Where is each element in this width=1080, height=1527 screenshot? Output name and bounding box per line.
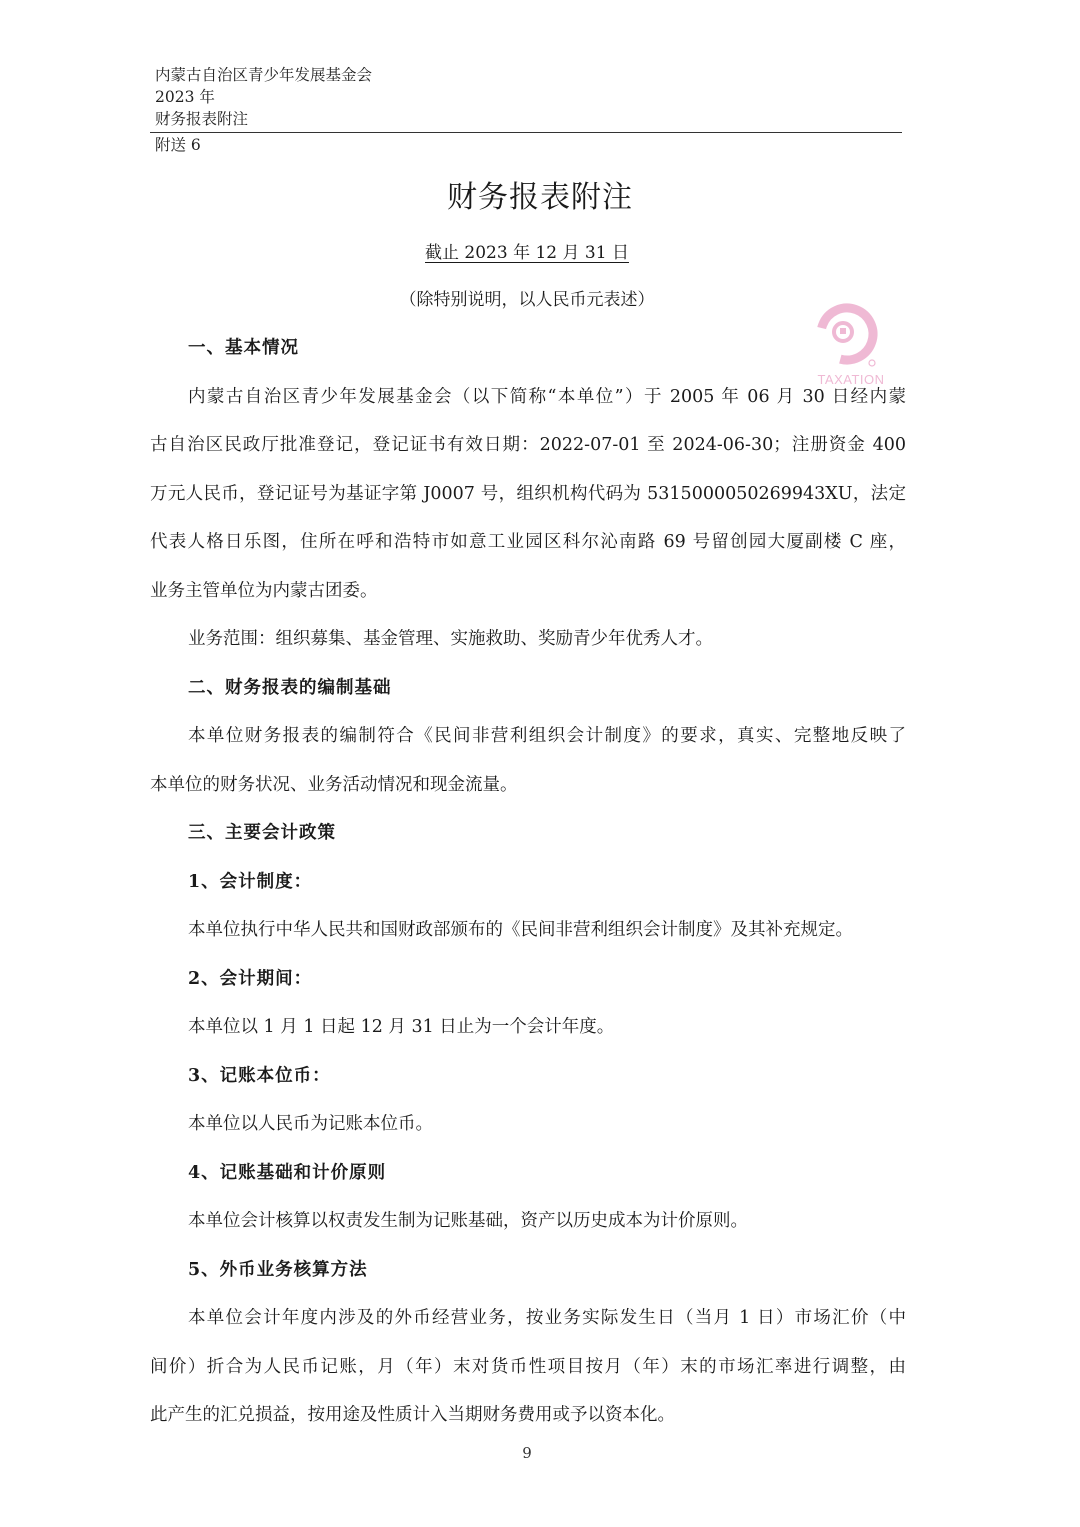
paragraph-line: 间价）折合为人民币记账，月（年）末对货币性项目按月（年）末的市场汇率进行调整，由 — [150, 1356, 906, 1377]
subsection-heading: 4、记账基础和计价原则 — [188, 1162, 387, 1183]
paragraph-line: 代表人格日乐图，住所在呼和浩特市如意工业园区科尔沁南路 69 号留创园大厦副楼 C 座， — [150, 532, 906, 552]
subsection-heading: 1、会计制度： — [188, 871, 313, 892]
header-doc-name: 财务报表附注 — [155, 110, 249, 128]
subsection-heading: 5、外币业务核算方法 — [188, 1259, 368, 1280]
paragraph-line: 古自治区民政厅批准登记，登记证书有效日期：2022-07-01 至 2024-06-30；注册资金 400 — [150, 435, 906, 455]
paragraph-line: 业务主管单位为内蒙古团委。 — [150, 580, 378, 601]
subsection-heading: 2、会计期间： — [188, 968, 313, 989]
paragraph-first-line: 本单位财务报表的编制符合《民间非营利组织会计制度》的要求，真实、完整地反映了 — [188, 726, 906, 746]
header-year: 2023 年 — [155, 88, 215, 106]
paragraph-line: 本单位的财务状况、业务活动情况和现金流量。 — [150, 774, 518, 795]
paragraph-line: 此产生的汇兑损益，按用途及性质计入当期财务费用或予以资本化。 — [150, 1405, 675, 1425]
svg-text:TAXATION: TAXATION — [817, 372, 885, 387]
subsection-heading: 3、记账本位币： — [188, 1065, 331, 1086]
section-heading: 三、主要会计政策 — [188, 823, 336, 843]
section-heading: 二、财务报表的编制基础 — [188, 677, 392, 698]
paragraph-line: 万元人民币，登记证号为基证字第 J0007 号，组织机构代码为 5315000050269943XU，法定 — [150, 483, 906, 504]
document-date — [0, 240, 1054, 266]
header-rule — [150, 132, 902, 133]
paragraph-first-line: 业务范围：组织募集、基金管理、实施救助、奖励青少年优秀人才。 — [188, 629, 713, 649]
currency-note: （除特别说明，以人民币元表述） — [399, 290, 655, 310]
document-date-text: 截止 2023 年 12 月 31 日 — [425, 243, 629, 263]
section-heading: 一、基本情况 — [188, 338, 299, 358]
paragraph-first-line: 本单位以 1 月 1 日起 12 月 31 日止为一个会计年度。 — [188, 1017, 615, 1037]
paragraph-first-line: 本单位会计年度内涉及的外币经营业务，按业务实际发生日（当月 1 日）市场汇价（中 — [188, 1308, 906, 1328]
attachment-label: 附送 6 — [155, 136, 201, 154]
running-header — [155, 64, 372, 130]
paragraph-first-line: 本单位执行中华人民共和国财政部颁布的《民间非营利组织会计制度》及其补充规定。 — [188, 920, 853, 940]
paragraph-first-line: 本单位会计核算以权责发生制为记账基础，资产以历史成本为计价原则。 — [188, 1211, 748, 1231]
header-org: 内蒙古自治区青少年发展基金会 — [155, 66, 373, 84]
paragraph-first-line: 本单位以人民币为记账本位币。 — [188, 1114, 433, 1134]
page-number: 9 — [522, 1444, 532, 1462]
document-title: 财务报表附注 — [447, 180, 633, 215]
paragraph-first-line: 内蒙古自治区青少年发展基金会（以下简称“本单位”）于 2005 年 06 月 30 日经内蒙 — [188, 386, 906, 407]
document-body — [150, 333, 906, 1449]
